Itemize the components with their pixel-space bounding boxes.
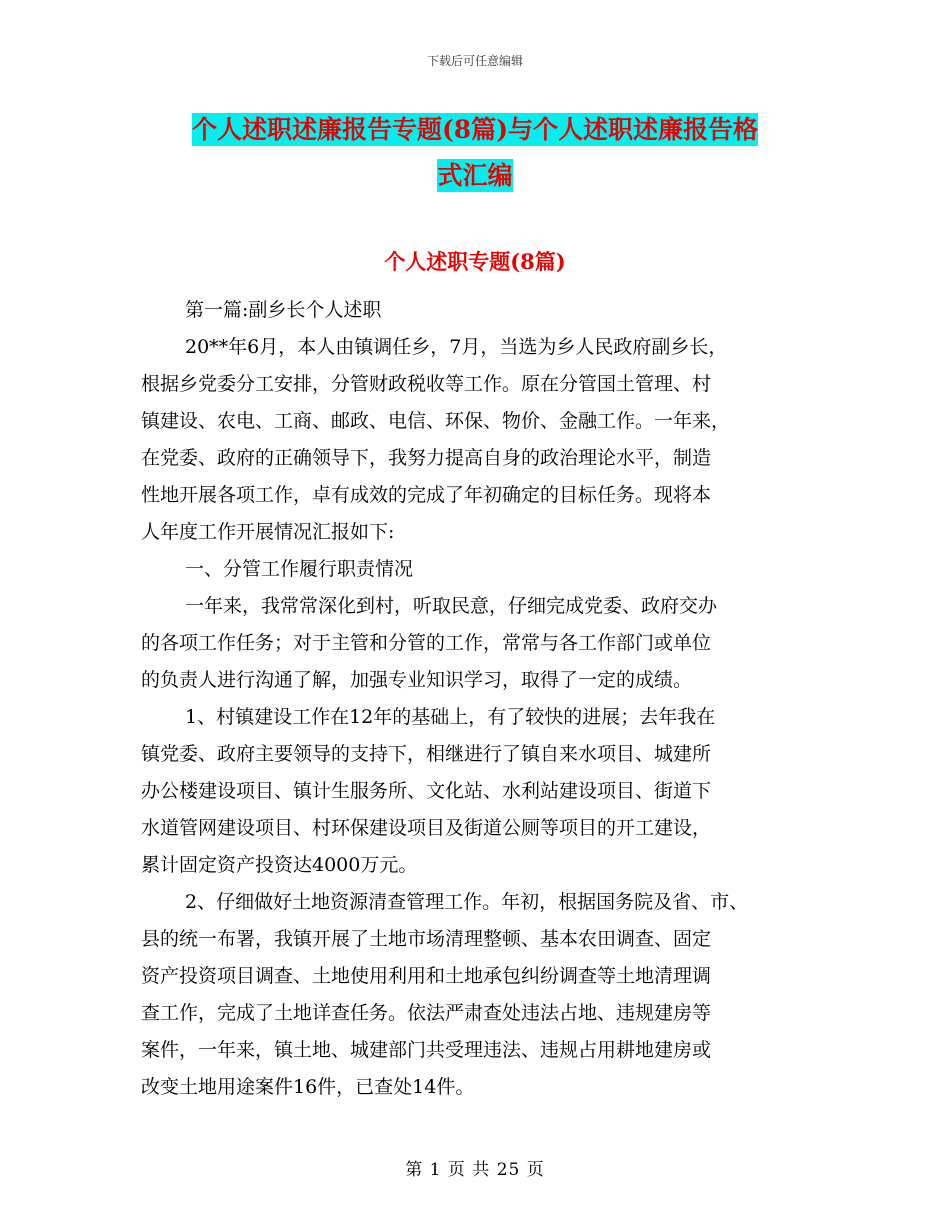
title-highlight-2: 式汇编 bbox=[437, 161, 513, 190]
paragraph-line: 在党委、政府的正确领导下，我努力提高自身的政治理论水平，制造 bbox=[141, 447, 712, 469]
paragraph-line: 县的统一布署，我镇开展了土地市场清理整顿、基本农田调查、固定 bbox=[141, 928, 712, 950]
paragraph-line: 案件，一年来，镇土地、城建部门共受理违法、违规占用耕地建房或 bbox=[141, 1039, 712, 1061]
body-text bbox=[141, 292, 831, 1106]
paragraph-line: 镇党委、政府主要领导的支持下，相继进行了镇自来水项目、城建所 bbox=[141, 743, 712, 765]
paragraph-line: 查工作，完成了土地详查任务。依法严肃查处违法占地、违规建房等 bbox=[141, 1002, 712, 1024]
paragraph-line: 性地开展各项工作，卓有成效的完成了年初确定的目标任务。现将本 bbox=[141, 484, 712, 506]
page-number: 第 1 页 共 25 页 bbox=[405, 1160, 545, 1180]
paragraph-line: 镇建设、农电、工商、邮政、电信、环保、物价、金融工作。一年来， bbox=[141, 410, 731, 432]
title-highlight-1: 个人述职述廉报告专题(8篇)与个人述职述廉报告格 bbox=[191, 115, 759, 144]
paragraph-line: 累计固定资产投资达4000万元。 bbox=[141, 854, 418, 876]
document-title-line-2 bbox=[0, 156, 950, 196]
paragraph-line: 2、仔细做好土地资源清查管理工作。年初，根据国务院及省、市、 bbox=[185, 891, 749, 913]
document-title-line-1 bbox=[0, 110, 950, 150]
paragraph-line: 根据乡党委分工安排，分管财政税收等工作。原在分管国土管理、村 bbox=[141, 373, 712, 395]
section-subtitle: 个人述职专题(8篇) bbox=[384, 249, 566, 274]
paragraph-line: 的负责人进行沟通了解，加强专业知识学习，取得了一定的成绩。 bbox=[141, 669, 693, 691]
paragraph-line: 办公楼建设项目、镇计生服务所、文化站、水利站建设项目、街道下 bbox=[141, 780, 712, 802]
chapter-heading: 第一篇:副乡长个人述职 bbox=[185, 299, 382, 321]
paragraph-line: 水道管网建设项目、村环保建设项目及街道公厕等项目的开工建设， bbox=[141, 817, 712, 839]
header-note: 下载后可任意编辑 bbox=[426, 54, 523, 68]
paragraph-line: 1、村镇建设工作在12年的基础上，有了较快的进展；去年我在 bbox=[185, 706, 716, 728]
paragraph-line: 的各项工作任务；对于主管和分管的工作，常常与各工作部门或单位 bbox=[141, 632, 712, 654]
paragraph-line: 一年来，我常常深化到村，听取民意，仔细完成党委、政府交办 bbox=[185, 595, 718, 617]
section-heading: 一、分管工作履行职责情况 bbox=[185, 558, 414, 580]
paragraph-line: 人年度工作开展情况汇报如下: bbox=[141, 521, 395, 543]
paragraph-line: 改变土地用途案件16件，已查处14件。 bbox=[141, 1076, 475, 1098]
paragraph-line: 20**年6月，本人由镇调任乡，7月，当选为乡人民政府副乡长， bbox=[185, 336, 728, 358]
paragraph-line: 资产投资项目调查、土地使用利用和土地承包纠纷调查等土地清理调 bbox=[141, 965, 712, 987]
